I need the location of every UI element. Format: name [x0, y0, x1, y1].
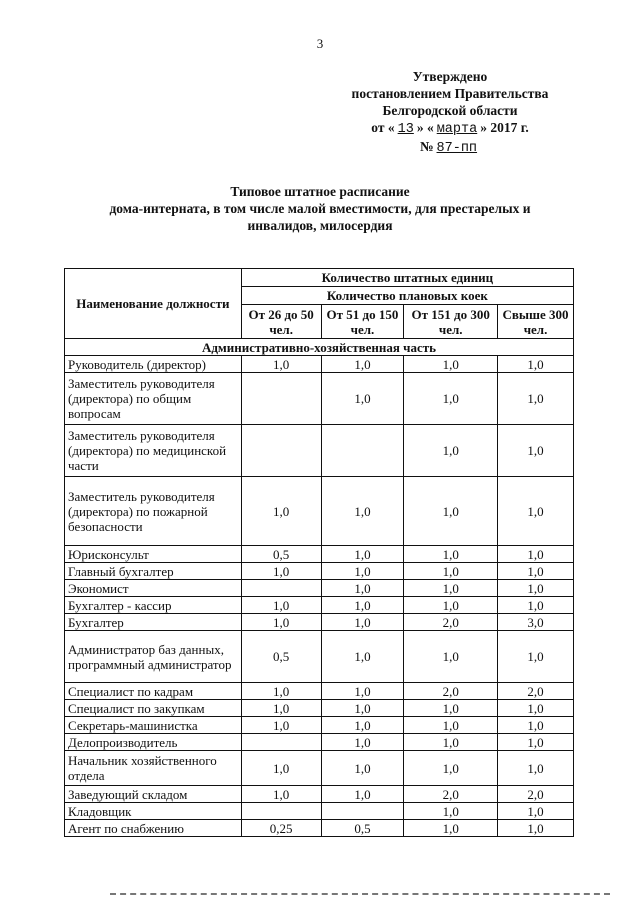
- staff-units-cell: 1,0: [321, 631, 404, 683]
- position-name: Главный бухгалтер: [65, 563, 242, 580]
- title-line1: Типовое штатное расписание: [230, 184, 410, 199]
- approval-line3: Белгородской области: [382, 103, 518, 118]
- staff-units-cell: 1,0: [404, 597, 498, 614]
- staff-table: [64, 268, 574, 837]
- staff-units-cell: 1,0: [498, 563, 574, 580]
- approval-line1: Утверждено: [412, 69, 488, 84]
- staff-units-cell: 1,0: [498, 734, 574, 751]
- staff-units-cell: 1,0: [321, 563, 404, 580]
- staff-units-cell: 1,0: [241, 356, 321, 373]
- position-name: Секретарь-машинистка: [65, 717, 242, 734]
- table-row: [65, 356, 574, 373]
- staff-units-cell: 1,0: [404, 356, 498, 373]
- staff-units-cell: 1,0: [498, 700, 574, 717]
- staff-units-cell: 1,0: [404, 700, 498, 717]
- staff-units-cell: 1,0: [498, 580, 574, 597]
- staff-units-cell: 1,0: [498, 751, 574, 786]
- position-name: Делопроизводитель: [65, 734, 242, 751]
- date-suffix: » 2017 г.: [480, 120, 529, 135]
- table-row: [65, 425, 574, 477]
- position-name: Администратор баз данных, программный администратор: [65, 631, 242, 683]
- staff-units-cell: [241, 373, 321, 425]
- table-row: [65, 631, 574, 683]
- staff-units-cell: 1,0: [498, 717, 574, 734]
- document-title: [60, 183, 580, 234]
- table-row: [65, 477, 574, 546]
- staff-units-cell: 1,0: [321, 786, 404, 803]
- staff-units-cell: 2,0: [404, 786, 498, 803]
- approval-line2: постановлением Правительства: [351, 86, 549, 101]
- table-row: [65, 734, 574, 751]
- position-name: Начальник хозяйственного отдела: [65, 751, 242, 786]
- approval-date: [330, 119, 570, 138]
- position-name: Бухгалтер: [65, 614, 242, 631]
- staff-units-cell: 1,0: [498, 820, 574, 837]
- staff-units-cell: [241, 425, 321, 477]
- staff-units-cell: 1,0: [321, 683, 404, 700]
- approval-number: [330, 138, 570, 157]
- position-name: Экономист: [65, 580, 242, 597]
- staff-units-cell: 1,0: [321, 356, 404, 373]
- staff-units-cell: [321, 425, 404, 477]
- staff-units-cell: [241, 580, 321, 597]
- scan-artifact: [110, 893, 610, 897]
- number-value: 87-пп: [436, 141, 478, 156]
- staff-units-cell: 1,0: [241, 563, 321, 580]
- staff-units-cell: 1,0: [321, 751, 404, 786]
- header-position: Наименование должности: [65, 269, 242, 339]
- table-row: [65, 614, 574, 631]
- staff-units-cell: 2,0: [404, 614, 498, 631]
- table-row: [65, 803, 574, 820]
- staff-units-cell: 1,0: [498, 597, 574, 614]
- position-name: Заместитель руководителя (директора) по медицинской части: [65, 425, 242, 477]
- table-row: [65, 580, 574, 597]
- staff-units-cell: 1,0: [321, 546, 404, 563]
- staff-units-cell: [321, 803, 404, 820]
- table-row: [65, 597, 574, 614]
- staff-units-cell: 1,0: [498, 373, 574, 425]
- staff-units-cell: 0,25: [241, 820, 321, 837]
- staff-units-cell: 1,0: [498, 425, 574, 477]
- table-row: [65, 546, 574, 563]
- title-line2: дома-интерната, в том числе малой вместимости, для престарелых и: [109, 201, 531, 216]
- staff-units-cell: 1,0: [241, 751, 321, 786]
- staff-units-cell: 0,5: [241, 631, 321, 683]
- position-name: Руководитель (директор): [65, 356, 242, 373]
- staff-units-cell: 1,0: [404, 631, 498, 683]
- staff-units-cell: 1,0: [321, 373, 404, 425]
- staff-units-cell: 1,0: [404, 373, 498, 425]
- table-row: [65, 563, 574, 580]
- table-row: [65, 683, 574, 700]
- position-name: Агент по снабжению: [65, 820, 242, 837]
- staff-units-cell: 2,0: [404, 683, 498, 700]
- header-units: Количество штатных единиц: [241, 269, 573, 287]
- staff-units-cell: [241, 734, 321, 751]
- staff-units-cell: [241, 803, 321, 820]
- position-name: Специалист по закупкам: [65, 700, 242, 717]
- staff-units-cell: 1,0: [241, 786, 321, 803]
- position-name: Заведующий складом: [65, 786, 242, 803]
- position-name: Кладовщик: [65, 803, 242, 820]
- header-col-2: От 51 до 150 чел.: [321, 305, 404, 339]
- staff-units-cell: 1,0: [404, 717, 498, 734]
- position-name: Бухгалтер - кассир: [65, 597, 242, 614]
- staff-units-cell: 1,0: [498, 631, 574, 683]
- staff-units-cell: 0,5: [241, 546, 321, 563]
- page-number: 3: [316, 36, 324, 51]
- staff-units-cell: 0,5: [321, 820, 404, 837]
- header-beds: Количество плановых коек: [241, 287, 573, 305]
- staff-units-cell: 1,0: [404, 751, 498, 786]
- number-prefix: №: [419, 139, 434, 154]
- staff-units-cell: 1,0: [241, 700, 321, 717]
- table-row: [65, 751, 574, 786]
- table-row: [65, 820, 574, 837]
- title-line3: инвалидов, милосердия: [247, 218, 393, 233]
- table-row: [65, 786, 574, 803]
- staff-units-cell: 1,0: [321, 597, 404, 614]
- staff-units-cell: 1,0: [241, 683, 321, 700]
- position-name: Специалист по кадрам: [65, 683, 242, 700]
- approval-stamp: [330, 68, 570, 157]
- staff-units-cell: 1,0: [241, 597, 321, 614]
- staff-units-cell: 1,0: [404, 803, 498, 820]
- staff-units-cell: 3,0: [498, 614, 574, 631]
- section-admin: Административно-хозяйственная часть: [65, 339, 574, 356]
- staff-units-cell: 1,0: [498, 803, 574, 820]
- staff-units-cell: 1,0: [498, 546, 574, 563]
- date-mid: » «: [416, 120, 434, 135]
- staff-units-cell: 1,0: [404, 820, 498, 837]
- staff-units-cell: 1,0: [404, 546, 498, 563]
- date-day: 13: [397, 122, 414, 137]
- staff-units-cell: 1,0: [404, 580, 498, 597]
- date-prefix: от «: [371, 120, 395, 135]
- position-name: Заместитель руководителя (директора) по пожарной безопасности: [65, 477, 242, 546]
- position-name: Юрисконсульт: [65, 546, 242, 563]
- table-row: [65, 700, 574, 717]
- staff-units-cell: 1,0: [241, 477, 321, 546]
- staff-units-cell: 2,0: [498, 786, 574, 803]
- header-col-3: От 151 до 300 чел.: [404, 305, 498, 339]
- table-row: [65, 373, 574, 425]
- staff-units-cell: 1,0: [404, 563, 498, 580]
- staff-units-cell: 1,0: [404, 734, 498, 751]
- table-row: [65, 717, 574, 734]
- header-col-1: От 26 до 50 чел.: [241, 305, 321, 339]
- position-name: Заместитель руководителя (директора) по общим вопросам: [65, 373, 242, 425]
- staff-units-cell: 1,0: [321, 717, 404, 734]
- staff-units-cell: 1,0: [241, 717, 321, 734]
- staff-units-cell: 1,0: [241, 614, 321, 631]
- staff-units-cell: 1,0: [498, 477, 574, 546]
- staff-units-cell: 1,0: [321, 477, 404, 546]
- staff-units-cell: 1,0: [498, 356, 574, 373]
- date-month: марта: [436, 122, 478, 137]
- staff-units-cell: 2,0: [498, 683, 574, 700]
- header-col-4: Свыше 300 чел.: [498, 305, 574, 339]
- staff-units-cell: 1,0: [321, 700, 404, 717]
- staff-units-cell: 1,0: [321, 734, 404, 751]
- staff-units-cell: 1,0: [321, 614, 404, 631]
- staff-units-cell: 1,0: [404, 477, 498, 546]
- staff-units-cell: 1,0: [404, 425, 498, 477]
- staff-units-cell: 1,0: [321, 580, 404, 597]
